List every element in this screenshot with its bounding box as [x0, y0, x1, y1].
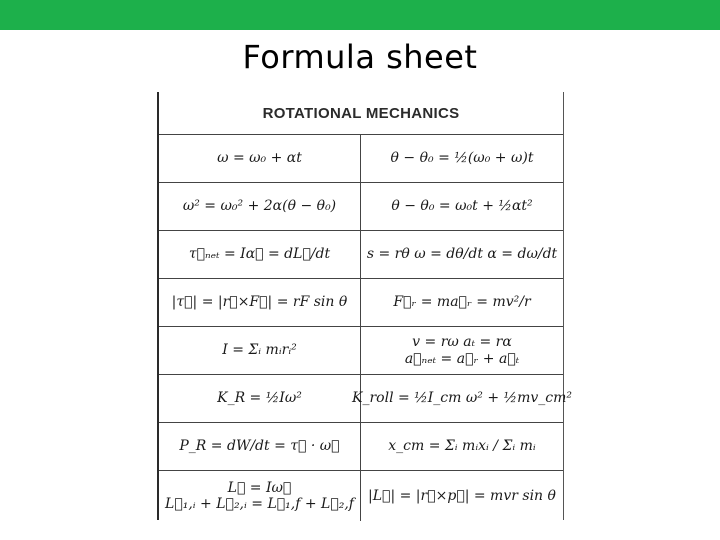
formula-cell: ω = ω₀ + αt [159, 135, 361, 182]
formula-sheet-image [157, 92, 572, 520]
formula-cell: s = rθ ω = dθ/dt α = dω/dt [366, 246, 558, 263]
formula-cell-stacked [159, 471, 361, 521]
formula-cell: θ − θ₀ = ½(ω₀ + ω)t [390, 150, 534, 167]
slide-title: Formula sheet [242, 38, 478, 76]
formula-cell: P_R = dW/dt = τ⃗ · ω⃗ [159, 423, 361, 470]
formula-cell: ω² = ω₀² + 2α(θ − θ₀) [159, 183, 361, 230]
formula-cell: |L⃗| = |r⃗×p⃗| = mvr sin θ [368, 487, 556, 504]
formula-cell: K_roll = ½I_cm ω² + ½mv_cm² [352, 390, 572, 407]
formula-cell: I = Σᵢ mᵢrᵢ² [159, 327, 361, 374]
formula-grid [159, 135, 572, 521]
formula-cell-stacked [361, 327, 563, 374]
formula-row [159, 327, 563, 375]
top-accent-bar [0, 0, 720, 30]
formula-line: L⃗ = Iω⃗ [227, 479, 292, 496]
formula-row [159, 471, 563, 521]
formula-line: a⃗ₙₑₜ = a⃗ᵣ + a⃗ₜ [404, 350, 520, 367]
formula-line: v = rω aₜ = rα [412, 334, 512, 351]
formula-cell: F⃗ᵣ = ma⃗ᵣ = mv²/r [393, 294, 531, 311]
formula-cell: x_cm = Σᵢ mᵢxᵢ / Σᵢ mᵢ [388, 438, 536, 455]
sheet-header: ROTATIONAL MECHANICS [159, 92, 563, 135]
formula-line: L⃗₁,ᵢ + L⃗₂,ᵢ = L⃗₁,f + L⃗₂,f [165, 496, 354, 512]
formula-cell: |τ⃗| = |r⃗×F⃗| = rF sin θ [159, 279, 361, 326]
formula-cell: τ⃗ₙₑₜ = Iα⃗ = dL⃗/dt [159, 231, 361, 278]
formula-row [159, 279, 563, 327]
formula-row [159, 183, 563, 231]
formula-cell: θ − θ₀ = ω₀t + ½αt² [391, 198, 533, 215]
formula-row [159, 135, 563, 183]
formula-cell: K_R = ½Iω² [159, 375, 361, 422]
formula-row [159, 231, 563, 279]
formula-row [159, 375, 572, 423]
formula-row [159, 423, 563, 471]
